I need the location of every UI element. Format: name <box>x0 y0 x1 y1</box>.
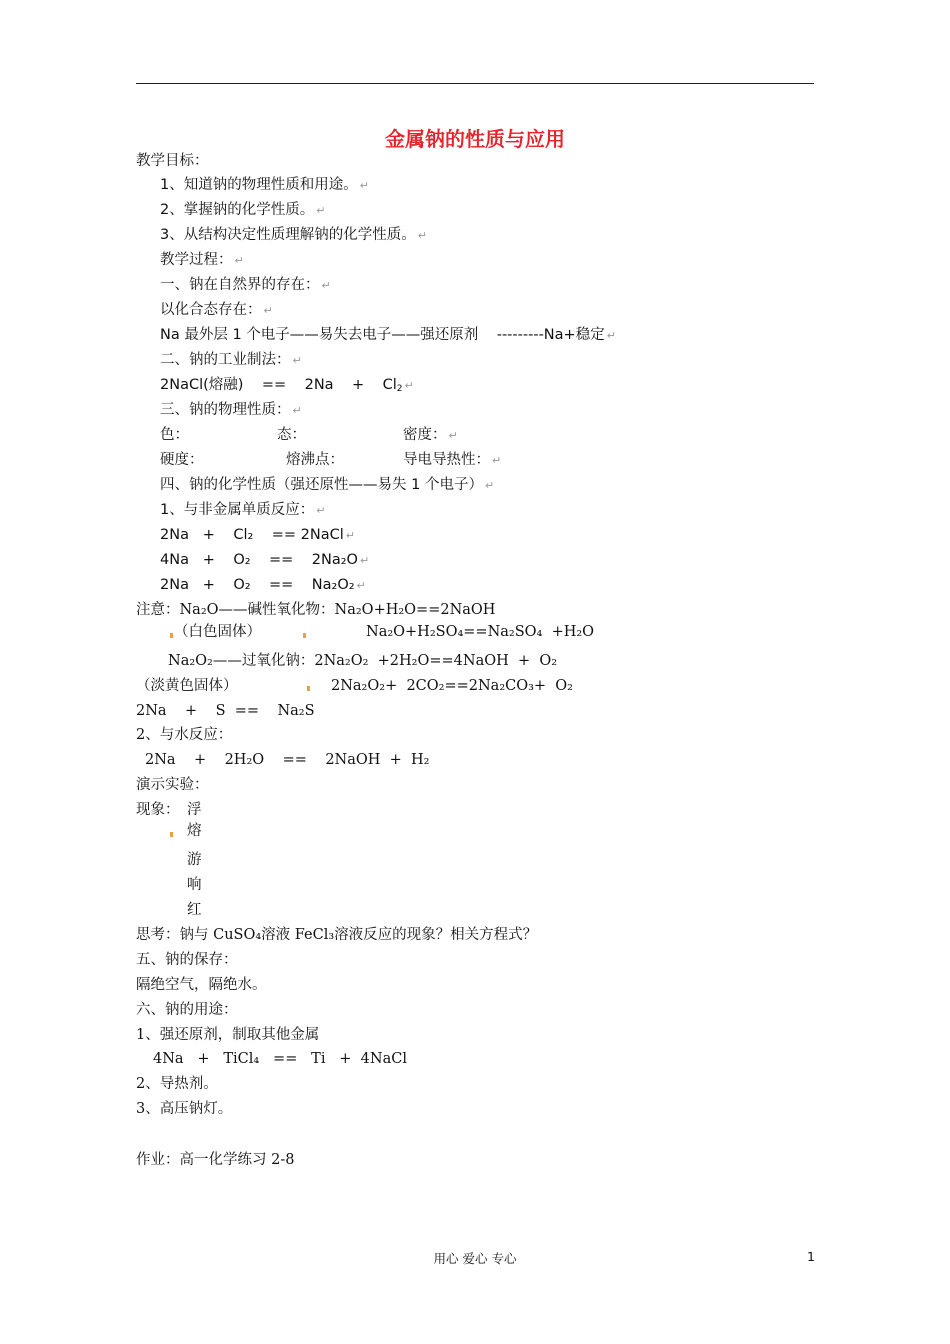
phys-hardness: 硬度： <box>160 452 204 468</box>
note-na2o2-co2: 2Na₂O₂+ 2CO₂==2Na₂CO₃+ O₂ <box>331 678 573 694</box>
phenomenon-sound: 响 <box>187 877 202 893</box>
section-2-equation: 2NaCl(熔融) == 2Na + $Cl_2$ ↵ <box>160 377 414 394</box>
phenomenon-melt: 熔 <box>187 823 202 839</box>
reaction-water: 2Na + 2H₂O == 2NaOH + H₂ <box>145 752 430 768</box>
water-heading: 2、与水反应： <box>136 727 233 743</box>
reaction-o2-b: 2Na + O₂ == Na₂O₂ ↵ <box>160 577 366 593</box>
phys-density: 密度： ↵ <box>403 427 458 443</box>
phys-color: 色： <box>160 427 189 443</box>
phenomenon-red: 红 <box>187 902 202 918</box>
note-na2o: 注意：Na₂O——碱性氧化物：Na₂O+H₂O==2NaOH <box>136 602 496 618</box>
page-number: 1 <box>807 1249 815 1264</box>
section-5a: 隔绝空气，隔绝水。 <box>136 977 267 993</box>
note-yellow-solid: （淡黄色固体） <box>136 678 238 694</box>
process-heading: 教学过程： ↵ <box>160 252 244 268</box>
objective-3: 3、从结构决定性质理解钠的化学性质。 ↵ <box>160 227 427 243</box>
header-rule <box>136 83 814 84</box>
format-marker <box>170 633 173 638</box>
note-na2o-acid: Na₂O+H₂SO₄==Na₂SO₄ +H₂O <box>366 624 595 640</box>
phenomenon-swim: 游 <box>187 852 202 868</box>
use-3: 3、高压钠灯。 <box>136 1101 233 1117</box>
think-question: 思考：钠与 CuSO₄溶液 FeCl₃溶液反应的现象？相关方程式？ <box>136 927 538 943</box>
reaction-o2-a: 4Na + O₂ == 2Na₂O ↵ <box>160 552 370 568</box>
phys-melting: 熔沸点： <box>286 452 344 468</box>
homework: 作业：高一化学练习 2-8 <box>136 1152 295 1168</box>
phenomenon-label: 现象： <box>136 802 180 818</box>
use-2: 2、导热剂。 <box>136 1076 218 1092</box>
format-marker <box>303 633 306 638</box>
format-marker <box>307 686 310 691</box>
reaction-cl2: 2Na + Cl₂ == 2NaCl ↵ <box>160 527 356 543</box>
section-2: 二、钠的工业制法： ↵ <box>160 352 302 368</box>
format-marker <box>170 832 173 837</box>
phys-state: 态： <box>277 427 306 443</box>
note-white-solid: （白色固体） <box>174 624 261 640</box>
use-1-equation: 4Na + TiCl₄ == Ti + 4NaCl <box>153 1051 407 1067</box>
objective-1: 1、知道钠的物理性质和用途。 ↵ <box>160 177 369 193</box>
objectives-heading: 教学目标： <box>136 153 209 169</box>
section-5: 五、钠的保存： <box>136 952 238 968</box>
page-title: 金属钠的性质与应用 <box>385 127 565 151</box>
phys-conductivity: 导电导热性： ↵ <box>403 452 502 468</box>
section-1a: 以化合态存在： ↵ <box>160 302 273 318</box>
objective-2: 2、掌握钠的化学性质。 ↵ <box>160 202 326 218</box>
section-1b: Na 最外层 1 个电子——易失去电子——强还原剂 ---------Na+稳定 ↵ <box>160 327 616 343</box>
section-3: 三、钠的物理性质： ↵ <box>160 402 302 418</box>
use-1: 1、强还原剂，制取其他金属 <box>136 1027 320 1043</box>
section-6: 六、钠的用途： <box>136 1002 238 1018</box>
section-1: 一、钠在自然界的存在： ↵ <box>160 277 331 293</box>
section-4: 四、钠的化学性质（强还原性——易失 1 个电子） ↵ <box>160 477 495 493</box>
reaction-s: 2Na + S == Na₂S <box>136 703 315 719</box>
note-na2o2: Na₂O₂——过氧化钠：2Na₂O₂ +2H₂O==4NaOH + O₂ <box>168 653 558 669</box>
demo-heading: 演示实验： <box>136 777 209 793</box>
section-4a: 1、与非金属单质反应： ↵ <box>160 502 326 518</box>
page-footer: 用心 爱心 专心 <box>433 1251 517 1266</box>
phenomenon-float: 浮 <box>187 802 202 818</box>
